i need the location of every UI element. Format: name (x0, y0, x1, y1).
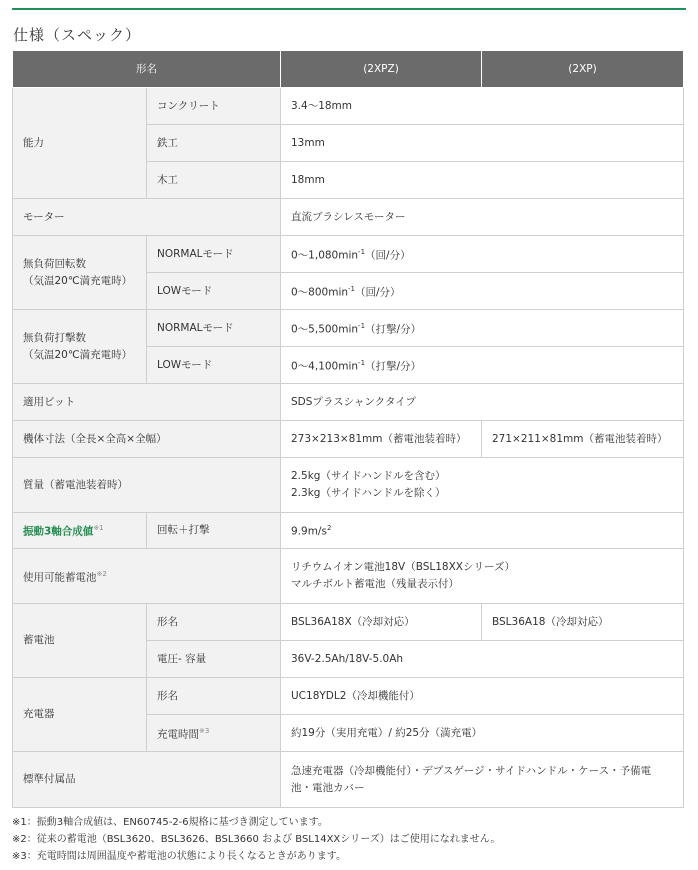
dimensions-value-2xpz: 273×213×81mm（蓄電池装着時） (281, 421, 482, 458)
impact-rate-sublabel: （気温20℃満充電時） (23, 348, 133, 361)
table-row (13, 513, 684, 549)
dimensions-value-2xp: 271×211×81mm（蓄電池装着時） (482, 421, 684, 458)
footnote-1: ※1：振動3軸合成値は、EN60745-2-6規格に基づき測定しています。 (12, 817, 328, 828)
speed-low-label: LOWモード (147, 273, 281, 310)
impact-low-number: 0～4,100min (291, 360, 359, 373)
vibration-note-ref: ※1 (93, 524, 104, 533)
steel-label: 鉄工 (147, 125, 281, 162)
impact-normal-sup: -1 (358, 321, 366, 330)
table-row (13, 752, 684, 808)
motor-value: 直流ブラシレスモーター (281, 199, 684, 236)
impact-rate-label (13, 310, 147, 384)
impact-normal-value (281, 310, 684, 347)
speed-low-unit: （回/分） (355, 286, 401, 299)
charger-model-label: 形名 (147, 678, 281, 715)
mass-line-2: 2.3kg（サイドハンドルを除く） (291, 487, 446, 499)
table-row (13, 236, 684, 273)
table-row (13, 199, 684, 236)
charger-model-value: UC18YDL2（冷却機能付） (281, 678, 684, 715)
charge-time-note-ref: ※3 (199, 726, 210, 735)
footnote-2: ※2：従来の蓄電池（BSL3620、BSL3626、BSL3660 および BSL14XXシリーズ）はご使用になれません。 (12, 834, 501, 845)
speed-normal-value (281, 236, 684, 273)
header-col-2xp: (2XP) (482, 51, 684, 88)
table-row (13, 421, 684, 458)
table-row (13, 310, 684, 347)
top-divider (12, 8, 686, 10)
bit-value: SDSプラスシャンクタイプ (281, 384, 684, 421)
vibration-sub-label: 回転＋打撃 (147, 513, 281, 549)
usable-battery-label (13, 549, 281, 604)
accessories-value (281, 752, 684, 808)
mass-value (281, 458, 684, 513)
speed-low-value (281, 273, 684, 310)
accessories-line-1: 急速充電器（冷却機能付）・デプスゲージ・サイドハンドル・ケース・予備電 (291, 764, 652, 777)
concrete-value: 3.4～18mm (281, 88, 684, 125)
usable-battery-label-text: 使用可能蓄電池 (23, 571, 97, 584)
bit-label: 適用ビット (13, 384, 281, 421)
battery-voltage-value: 36V-2.5Ah/18V-5.0Ah (281, 641, 684, 678)
wood-value: 18mm (281, 162, 684, 199)
table-row (13, 88, 684, 125)
speed-normal-unit: （回/分） (365, 249, 411, 262)
vibration-label (13, 513, 147, 549)
table-row (13, 604, 684, 641)
speed-normal-sup: -1 (358, 247, 366, 256)
charge-time-value: 約19分（実用充電）/ 約25分（満充電） (281, 715, 684, 752)
speed-low-sup: -1 (348, 284, 356, 293)
charge-time-label-text: 充電時間 (157, 728, 199, 741)
table-row (13, 549, 684, 604)
table-row (13, 678, 684, 715)
battery-model-label: 形名 (147, 604, 281, 641)
vibration-label-text: 振動3軸合成値 (23, 525, 94, 538)
accessories-label: 標準付属品 (13, 752, 281, 808)
usable-battery-line-2: マルチボルト蓄電池（残量表示付） (291, 578, 459, 590)
header-row (13, 51, 684, 88)
charger-label: 充電器 (13, 678, 147, 752)
battery-label: 蓄電池 (13, 604, 147, 678)
top-accent-line (12, 8, 686, 10)
spec-table (12, 50, 684, 808)
impact-normal-unit: （打撃/分） (365, 323, 422, 336)
capacity-label: 能力 (13, 88, 147, 199)
footnote-3: ※3：充電時間は周囲温度や蓄電池の状態により長くなるときがあります。 (12, 851, 346, 862)
table-row (13, 458, 684, 513)
speed-normal-label: NORMALモード (147, 236, 281, 273)
steel-value: 13mm (281, 125, 684, 162)
footnotes (12, 814, 500, 865)
usable-battery-line-1: リチウムイオン電池18V（BSL18XXシリーズ） (291, 561, 515, 573)
speed-normal-number: 0～1,080min (291, 249, 359, 262)
usable-battery-value (281, 549, 684, 604)
battery-voltage-label: 電圧- 容量 (147, 641, 281, 678)
battery-model-2xpz: BSL36A18X（冷却対応） (281, 604, 482, 641)
motor-label: モーター (13, 199, 281, 236)
speed-low-number: 0～800min (291, 286, 349, 299)
no-load-speed-label (13, 236, 147, 310)
charge-time-label (147, 715, 281, 752)
usable-battery-note-ref: ※2 (96, 569, 107, 578)
concrete-label: コンクリート (147, 88, 281, 125)
impact-normal-number: 0～5,500min (291, 323, 359, 336)
vibration-value (281, 513, 684, 549)
wood-label: 木工 (147, 162, 281, 199)
no-load-speed-sublabel: （気温20℃満充電時） (23, 274, 133, 287)
impact-low-unit: （打撃/分） (365, 360, 422, 373)
battery-model-2xp: BSL36A18（冷却対応） (482, 604, 684, 641)
accessories-line-2: 池・電池カバー (291, 781, 365, 794)
header-model-label: 形名 (13, 51, 281, 88)
section-title: 仕様（スペック） (13, 26, 142, 44)
dimensions-label: 機体寸法（全長×全高×全幅） (13, 421, 281, 458)
impact-normal-label: NORMALモード (147, 310, 281, 347)
impact-low-value (281, 347, 684, 384)
no-load-speed-title: 無負荷回転数 (23, 257, 86, 270)
table-row (13, 384, 684, 421)
header-col-2xpz: (2XPZ) (281, 51, 482, 88)
vibration-sup: 2 (326, 524, 332, 533)
impact-low-label: LOWモード (147, 347, 281, 384)
impact-low-sup: -1 (358, 358, 366, 367)
vibration-number: 9.9m/s (291, 525, 327, 538)
mass-line-1: 2.5kg（サイドハンドルを含む） (291, 470, 446, 482)
impact-rate-title: 無負荷打撃数 (23, 331, 86, 344)
mass-label: 質量（蓄電池装着時） (13, 458, 281, 513)
